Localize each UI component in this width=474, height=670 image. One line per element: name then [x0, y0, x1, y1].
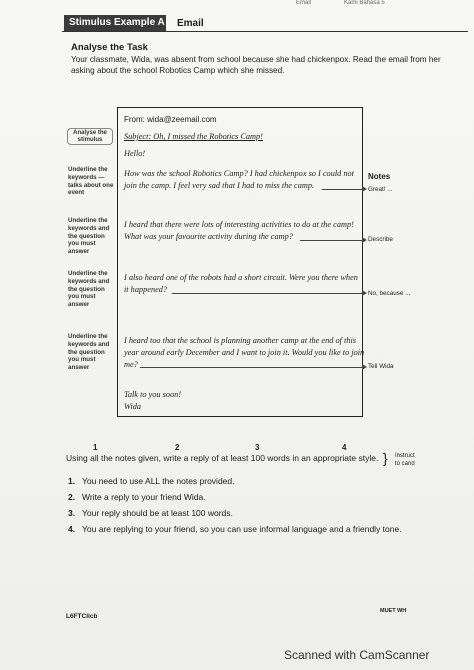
- instruction-side-line1: Instruct: [395, 453, 415, 459]
- brace-icon: }: [383, 450, 388, 466]
- footer-left: L6FTClicb: [66, 613, 98, 620]
- email-signature: Wida: [124, 402, 142, 411]
- email-p4-line2: year around early December and I want to join it. Would you like to join: [124, 348, 365, 357]
- arrow-1: [322, 189, 364, 190]
- instruction-side-line2: to cand: [395, 461, 415, 467]
- side-label-4: Underline the keywords and the question you must answer: [68, 333, 110, 372]
- number-3: 3: [255, 443, 260, 452]
- email-subject: Subject: Oh, I missed the Robotics Camp!: [124, 132, 263, 141]
- email-p1-line1: How was the school Robotics Camp? I had chickenpox so I could not: [124, 169, 354, 178]
- stimulus-tab: Stimulus Example A: [64, 15, 166, 31]
- side-label-3: Underline the keywords and the question you must answer: [68, 270, 110, 309]
- instruction-item: 4. You are replying to your friend, so you can use informal language and a friendly tone.: [68, 524, 402, 534]
- instruction-item: 1. You need to use ALL the notes provided.: [68, 476, 235, 486]
- arrow-4: [140, 367, 364, 368]
- side-label-2: Underline the keywords and the question you must answer: [68, 217, 110, 256]
- arrowhead-1: [362, 186, 367, 192]
- note-3: No, because ...: [368, 290, 411, 297]
- instruction-item: 3. Your reply should be at least 100 words.: [68, 508, 233, 518]
- email-box: [117, 107, 363, 417]
- number-4: 4: [342, 443, 347, 452]
- notes-heading: Notes: [368, 172, 391, 181]
- email-p4-line1: I heard too that the school is planning another camp at the end of this: [124, 336, 356, 345]
- note-4: Tell Wida: [368, 363, 394, 370]
- arrowhead-4: [362, 364, 367, 370]
- number-1: 1: [93, 443, 98, 452]
- arrowhead-2: [362, 237, 367, 243]
- section-label: Email: [177, 18, 204, 29]
- email-p2-line1: I heard that there were lots of interesting activities to do at the camp!: [124, 220, 354, 229]
- scanner-watermark: Scanned with CamScanner: [284, 648, 430, 662]
- instruction-item: 2. Write a reply to your friend Wida.: [68, 492, 206, 502]
- arrow-2: [300, 240, 364, 241]
- email-p3-line1: I also heard one of the robots had a short circuit. Were you there when: [124, 273, 358, 282]
- email-p3-line2: it happened?: [124, 285, 168, 294]
- email-greeting: Hello!: [124, 149, 146, 158]
- arrowhead-3: [362, 290, 367, 296]
- email-p1-line2: join the camp. I feel very sad that I had to miss the camp.: [124, 181, 315, 190]
- task-intro: Your classmate, Wida, was absent from school because she had chickenpox. Read the email from her asking about the school Robotics Camp which she missed.: [71, 55, 441, 75]
- email-p4-line3: me?: [124, 360, 138, 369]
- email-closing: Talk to you soon!: [124, 390, 182, 399]
- note-1: Great! ...: [368, 186, 393, 193]
- email-from: From: wida@zeemail.com: [124, 115, 217, 124]
- note-2: Describe: [368, 236, 393, 243]
- instruction-side: [395, 452, 415, 468]
- side-label-1: Underline the keywords — talks about one event: [68, 166, 114, 197]
- instruction-main: Using all the notes given, write a reply of at least 100 words in an appropriate style.: [66, 453, 379, 463]
- email-p2-line2: What was your favourite activity during the camp?: [124, 232, 293, 241]
- number-2: 2: [175, 443, 180, 452]
- header-divider: [62, 31, 468, 32]
- arrow-3: [172, 293, 364, 294]
- header-top-right: Kami Bahasa 5: [344, 0, 385, 6]
- task-heading: Analyse the Task: [71, 42, 148, 53]
- footer-right: MUET WH: [380, 608, 407, 614]
- analyse-stimulus-label: Analyse the stimulus: [67, 128, 113, 145]
- header-top-left: Email: [296, 0, 312, 6]
